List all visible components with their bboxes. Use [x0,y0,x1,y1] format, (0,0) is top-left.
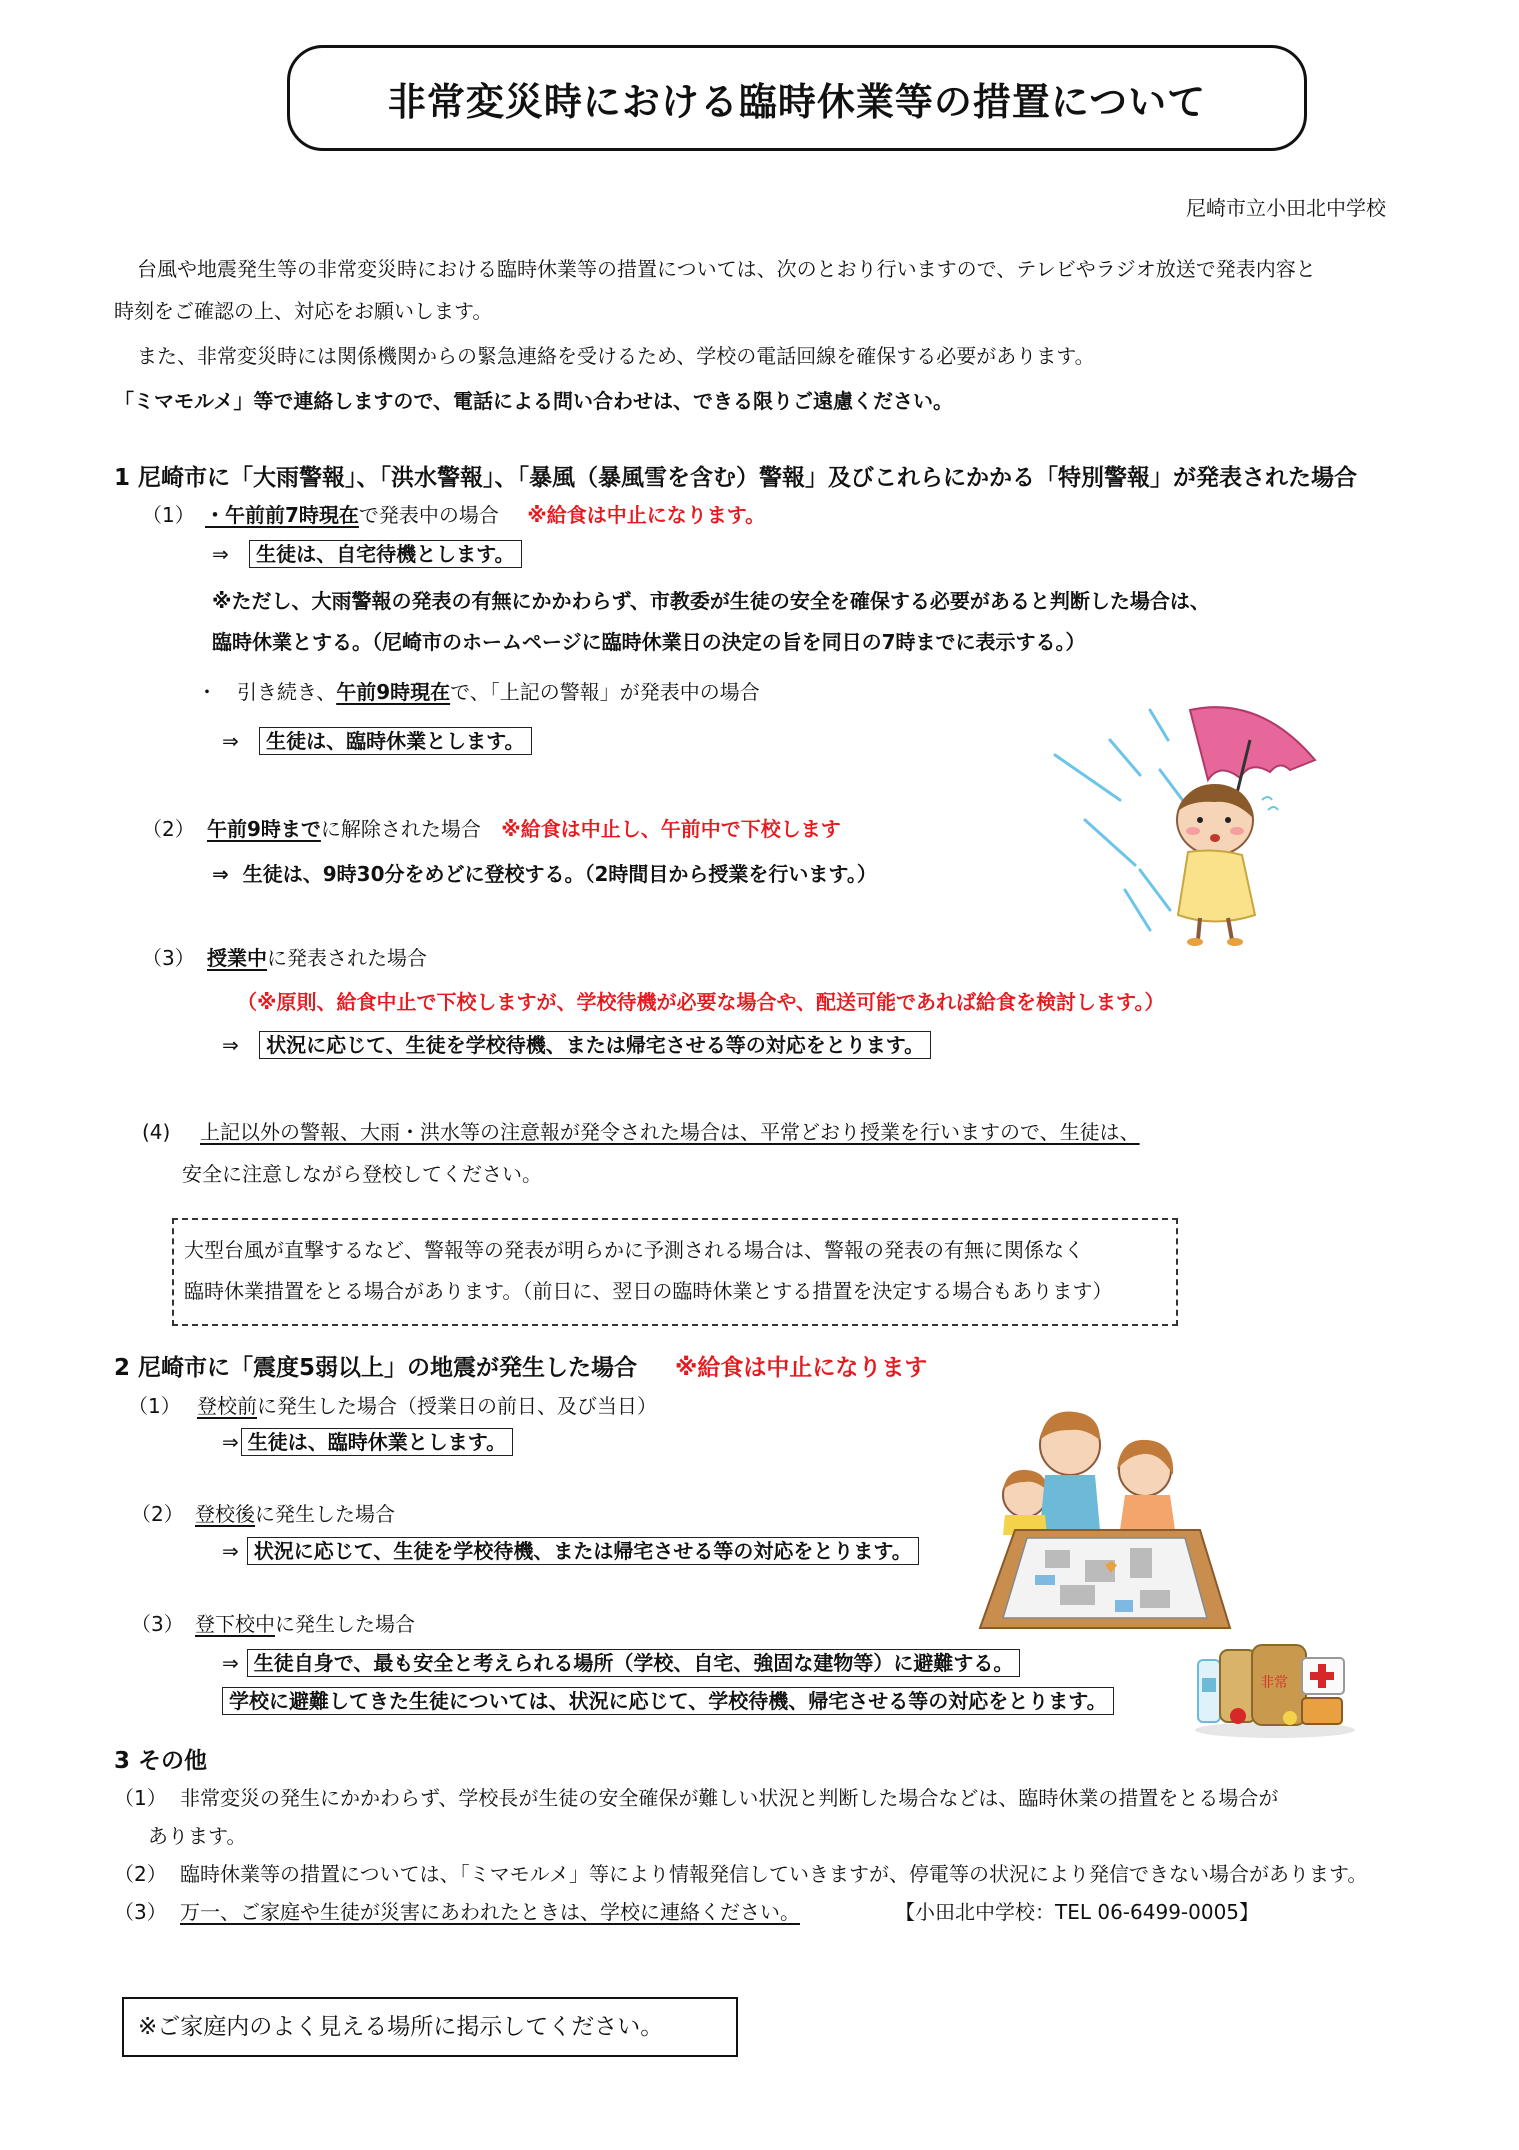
s3-item1-number: （1） [114,1786,167,1810]
intro-line-3: また、非常変災時には関係機関からの緊急連絡を受けるため、学校の電話回線を確保する必要があります。 [137,344,1095,368]
girl-umbrella-illustration [1050,700,1330,950]
s2-item2-result: ⇒ 状況に応じて、生徒を学校待機、または帰宅させる等の対応をとります。 [222,1537,919,1565]
s2-item3-result-2: 学校に避難してきた生徒については、状況に応じて、学校待機、帰宅させる等の対応をとります。 [222,1687,1114,1715]
title-box [287,45,1307,151]
s1-item2-number: （2） [142,817,195,841]
s2-item1-number: （1） [128,1394,181,1418]
section3-heading: 3 その他 [114,1748,208,1774]
s2-item1-condition: 登校前に発生した場合（授業日の前日、及び当日） [197,1394,657,1418]
s1-item1b-result: ⇒ 生徒は、臨時休業とします。 [222,727,532,755]
s1-item1-condition: ・午前前7時現在で発表中の場合 ※給食は中止になります。 [205,503,766,527]
s2-item1-result: ⇒ 生徒は、臨時休業とします。 [222,1428,513,1456]
s2-item3-number: （3） [131,1612,184,1636]
emergency-supplies-illustration [1190,1630,1360,1740]
supplies-sign-text: 非常 [1260,1675,1288,1691]
intro-line-4: 「ミマモルメ」等で連絡しますので、電話による問い合わせは、できる限りご遠慮ください。 [114,389,953,413]
s3-item2-number: （2） [114,1862,167,1886]
s1-item3-number: （3） [142,946,195,970]
section1-heading: 1 尼崎市に「大雨警報」、「洪水警報」、「暴風（暴風雪を含む）警報」及びこれらにかかる「特別警報」が発表された場合 [114,465,1358,491]
s1-item2-condition: 午前9時までに解除された場合 ※給食は中止し、午前中で下校します [207,817,841,841]
s1-item3-result: ⇒ 状況に応じて、生徒を学校待機、または帰宅させる等の対応をとります。 [222,1031,931,1059]
typhoon-notice-box [172,1218,1178,1326]
s3-item1-line-2: あります。 [148,1824,247,1848]
family-map-illustration [975,1390,1235,1630]
s1-item3-note: （※原則、給食中止で下校しますが、学校待機が必要な場合や、配送可能であれば給食を検討します。） [237,990,1165,1014]
s3-item3-number: （3） [114,1900,167,1924]
s2-item2-condition: 登校後に発生した場合 [195,1502,395,1526]
school-name: 尼崎市立小田北中学校 [1186,196,1386,220]
footer-notice: ※ご家庭内のよく見える場所に掲示してください。 [138,2014,664,2040]
typhoon-notice-line-1: 大型台風が直撃するなど、警報等の発表が明らかに予測される場合は、警報の発表の有無に関係なく [184,1238,1084,1262]
school-contact: 【小田北中学校：TEL 06-6499-0005】 [895,1900,1260,1924]
page-title: 非常変災時における臨時休業等の措置について [387,79,1207,124]
s2-item2-number: （2） [131,1502,184,1526]
s2-item3-condition: 登下校中に発生した場合 [195,1612,415,1636]
s1-item1-number: （1） [142,503,195,527]
s1-item1-result: ⇒ 生徒は、自宅待機とします。 [212,540,522,568]
s1-item2-result: ⇒ 生徒は、9時30分をめどに登校する。（2時間目から授業を行います。） [212,862,877,886]
s1-item1-extra-1: ※ただし、大雨警報の発表の有無にかかわらず、市教委が生徒の安全を確保する必要があると判断した場合は、 [212,589,1210,613]
intro-line-2: 時刻をご確認の上、対応をお願いします。 [114,299,493,323]
s2-item3-result-1: ⇒ 生徒自身で、最も安全と考えられる場所（学校、自宅、強固な建物等）に避難する。 [222,1649,1020,1677]
typhoon-notice-line-2: 臨時休業措置をとる場合があります。（前日に、翌日の臨時休業とする措置を決定する場合もあります） [184,1279,1113,1303]
s1-item4-line-1: 上記以外の警報、大雨・洪水等の注意報が発令された場合は、平常どおり授業を行いますので、生徒は、 [200,1120,1140,1144]
s1-item4-number: (4) [142,1120,171,1144]
s1-item3-condition: 授業中に発表された場合 [207,946,427,970]
intro-line-1: 台風や地震発生等の非常変災時における臨時休業等の措置については、次のとおり行いますので、テレビやラジオ放送で発表内容と [137,257,1316,281]
s3-item1-line-1: 非常変災の発生にかかわらず、学校長が生徒の安全確保が難しい状況と判断した場合などは、臨時休業の措置をとる場合が [180,1786,1279,1810]
s1-item4-line-2: 安全に注意しながら登校してください。 [182,1162,542,1186]
s1-item1b-condition: ・ 引き続き、午前9時現在で、「上記の警報」が発表中の場合 [197,680,760,704]
section2-heading: 2 尼崎市に「震度5弱以上」の地震が発生した場合 ※給食は中止になります [114,1355,928,1381]
s3-item2-text: 臨時休業等の措置については、「ミマモルメ」等により情報発信していきますが、停電等の状況により発信できない場合があります。 [180,1862,1368,1886]
s1-item1-extra-2: 臨時休業とする。（尼崎市のホームページに臨時休業日の決定の旨を同日の7時までに表示する。） [212,630,1086,654]
s3-item3-text: 万一、ご家庭や生徒が災害にあわれたときは、学校に連絡ください。 [180,1900,800,1924]
